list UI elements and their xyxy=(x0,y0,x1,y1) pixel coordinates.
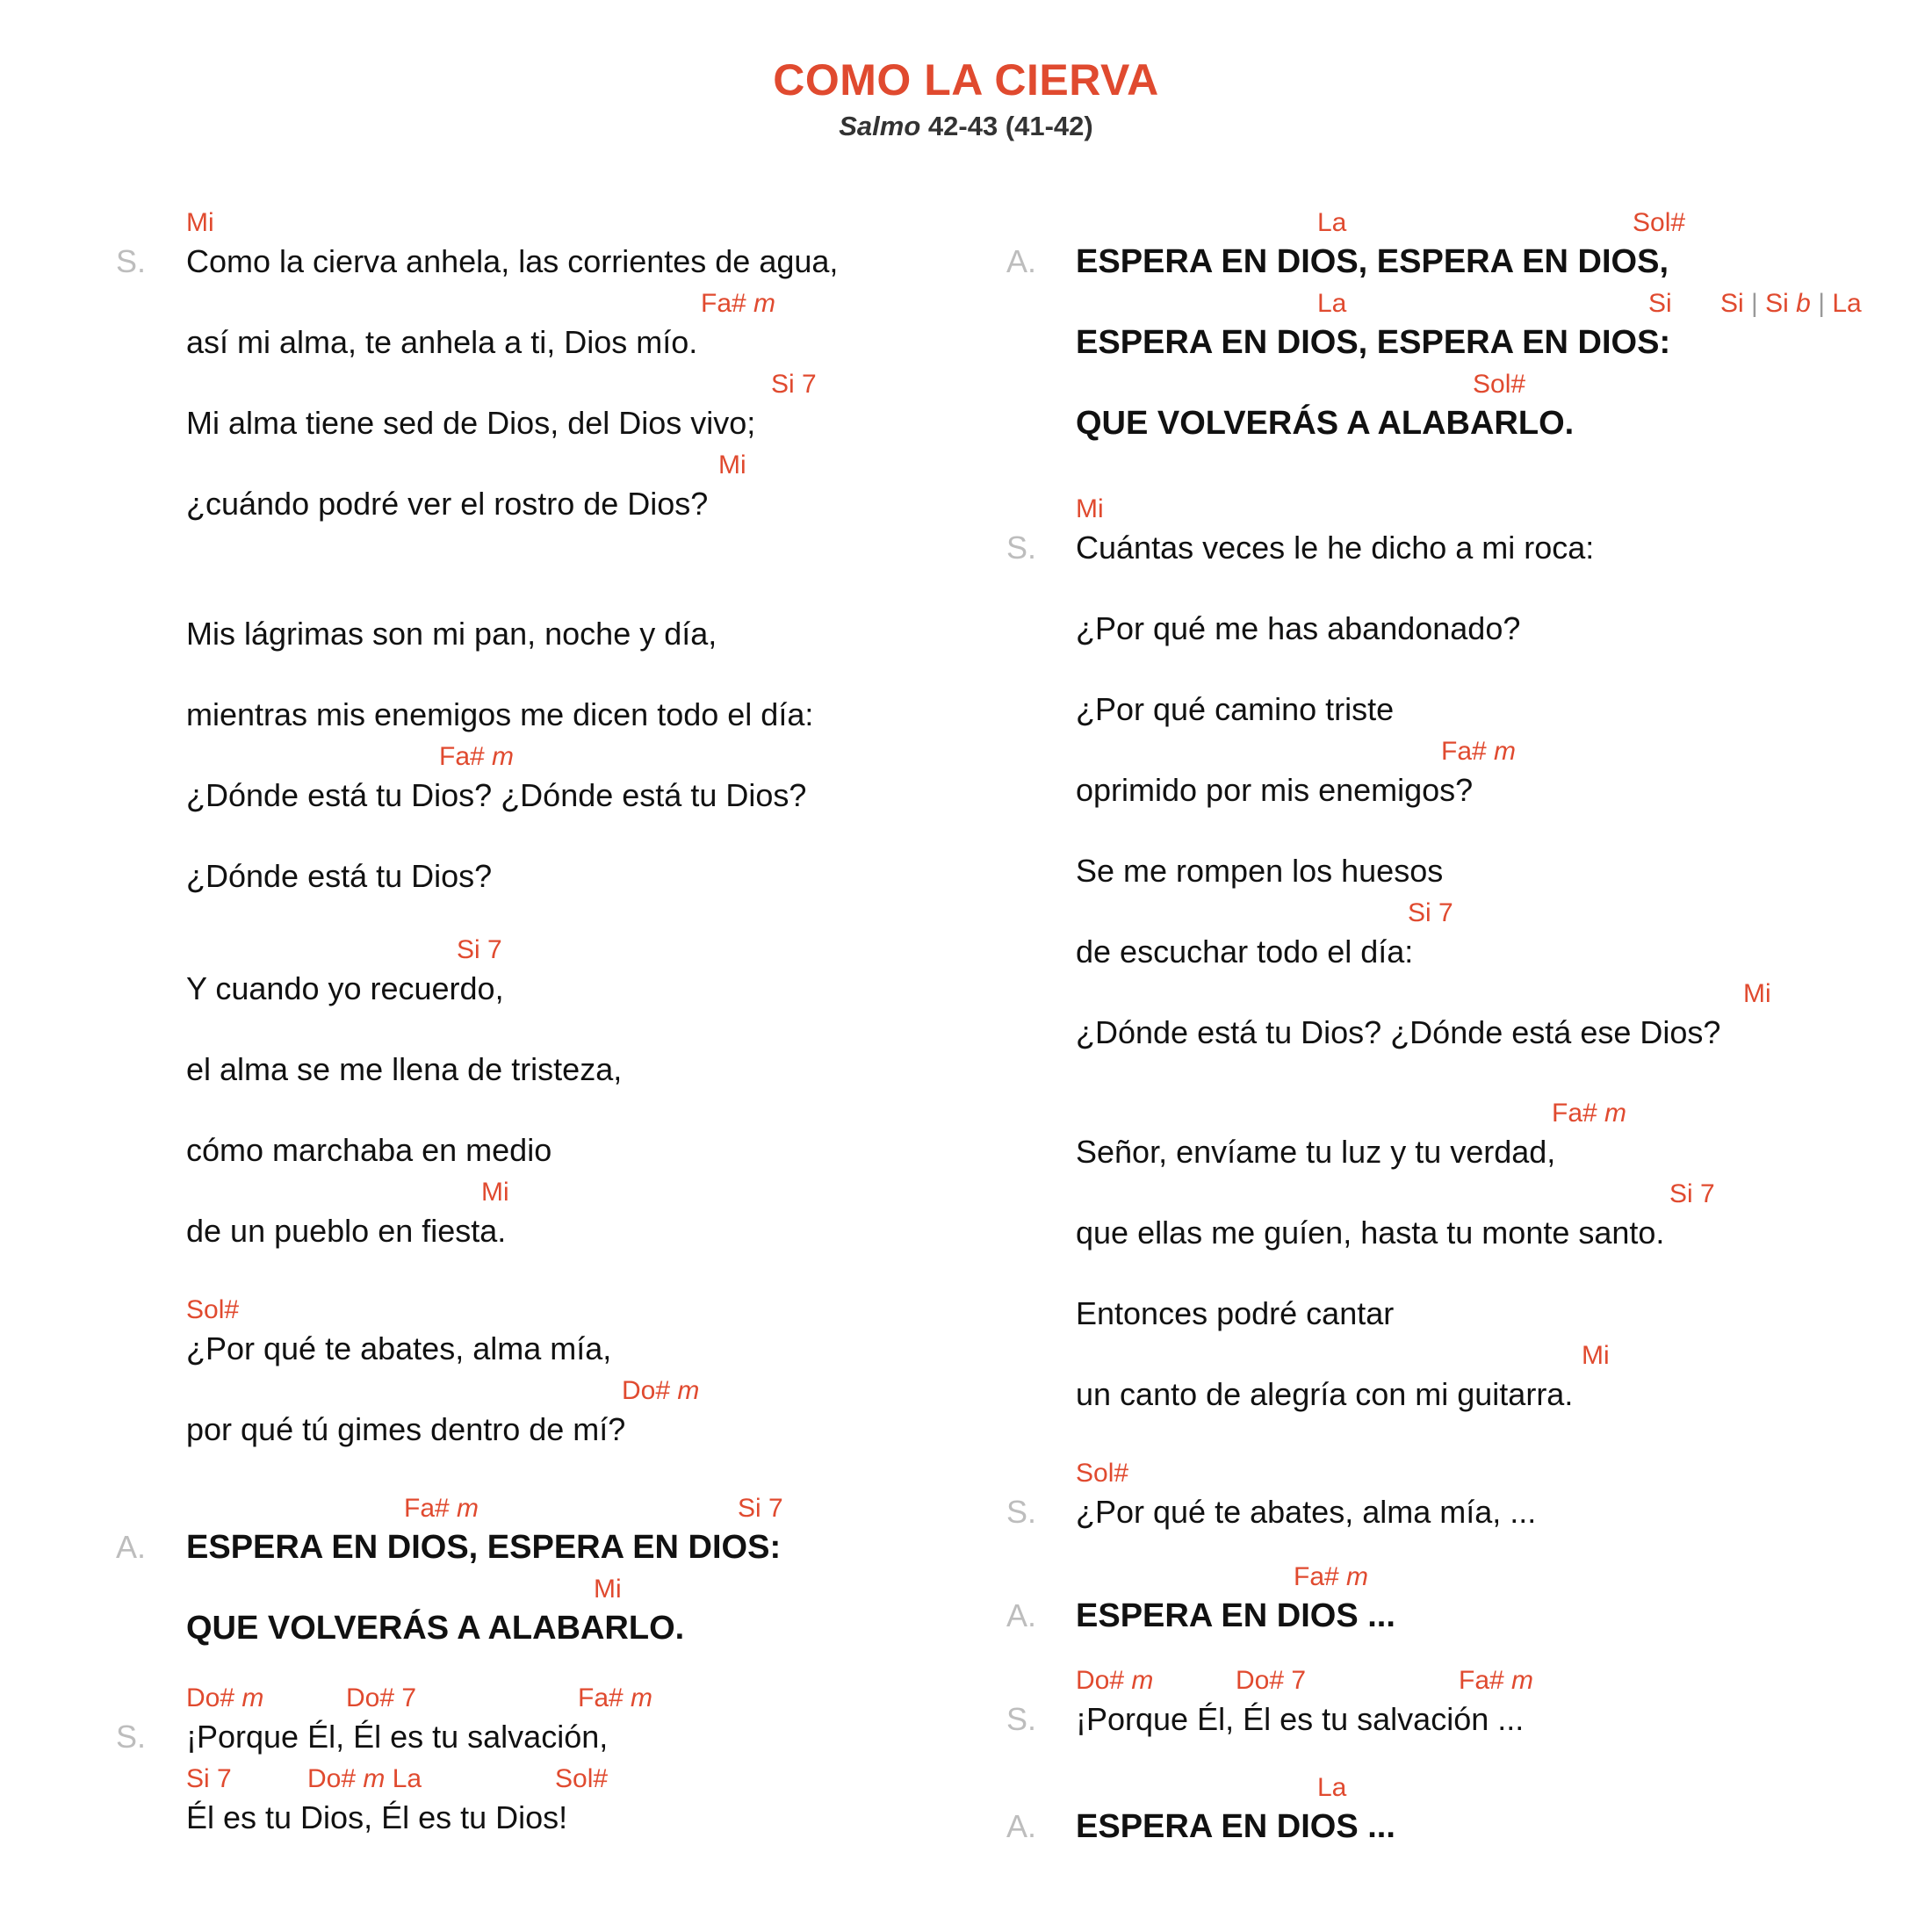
verse-text: Como la cierva anhela, las corrientes de agua, xyxy=(186,243,839,279)
subtitle-psalm-label: Salmo xyxy=(839,111,921,141)
part-label: S. xyxy=(116,243,147,279)
verse-text: Cuántas veces le he dicho a mi roca: xyxy=(1076,530,1595,566)
chord: Si 7 xyxy=(738,1494,783,1523)
refrain-text: QUE VOLVERÁS A ALABARLO. xyxy=(186,1610,685,1647)
chord: Sol# xyxy=(186,1295,240,1324)
verse-text: Él es tu Dios, Él es tu Dios! xyxy=(186,1799,568,1835)
chord: Mi xyxy=(594,1575,622,1604)
song-title: COMO LA CIERVA xyxy=(773,55,1159,105)
chord: Si 7 xyxy=(1408,898,1453,927)
chord: Mi xyxy=(1743,979,1771,1008)
chord: Si | Si b | La xyxy=(1720,289,1862,318)
chord: Fa# m xyxy=(1441,737,1517,766)
part-label: S. xyxy=(1006,1701,1037,1737)
part-label: A. xyxy=(116,1529,147,1565)
subtitle-psalm-ref: 42-43 (41-42) xyxy=(920,111,1093,141)
verse-text: ¿Por qué me has abandonado? xyxy=(1076,610,1521,646)
part-label: A. xyxy=(1006,243,1037,279)
refrain-text: ESPERA EN DIOS ... xyxy=(1076,1808,1395,1845)
chord: Si 7 xyxy=(186,1764,232,1793)
verse-text: cómo marchaba en medio xyxy=(186,1132,552,1168)
refrain-text: ESPERA EN DIOS ... xyxy=(1076,1597,1395,1634)
chord: Mi xyxy=(1582,1341,1610,1370)
part-label: S. xyxy=(1006,1494,1037,1530)
part-label: S. xyxy=(116,1719,147,1755)
verse-text: un canto de alegría con mi guitarra. xyxy=(1076,1376,1574,1412)
refrain-text: QUE VOLVERÁS A ALABARLO. xyxy=(1076,405,1575,442)
chord: Mi xyxy=(186,208,214,237)
chord: Fa# m xyxy=(1459,1666,1534,1695)
verse-text: Mi alma tiene sed de Dios, del Dios vivo; xyxy=(186,405,756,441)
verse-text: ¿Dónde está tu Dios? ¿Dónde está tu Dios? xyxy=(186,777,807,813)
chord: Do# m xyxy=(186,1683,264,1712)
verse-text: ¿Por qué te abates, alma mía, xyxy=(186,1330,612,1366)
refrain-text: ESPERA EN DIOS, ESPERA EN DIOS: xyxy=(186,1529,782,1566)
chord: Sol# xyxy=(555,1764,609,1793)
chord: Si 7 xyxy=(457,935,502,964)
part-label: A. xyxy=(1006,1597,1037,1633)
chord: Mi xyxy=(718,451,746,479)
verse-text: ¿Por qué te abates, alma mía, ... xyxy=(1076,1494,1537,1530)
verse-text: de un pueblo en fiesta. xyxy=(186,1213,507,1249)
chord: Si 7 xyxy=(771,370,817,399)
song-subtitle xyxy=(0,111,1932,142)
verse-text: que ellas me guíen, hasta tu monte santo. xyxy=(1076,1215,1665,1251)
chord: La xyxy=(1317,1773,1347,1802)
verse-text: Mis lágrimas son mi pan, noche y día, xyxy=(186,616,717,652)
chord: Si xyxy=(1648,289,1672,318)
verse-text: ¿Por qué camino triste xyxy=(1076,691,1395,727)
verse-text: ¿Dónde está tu Dios? ¿Dónde está ese Dios? xyxy=(1076,1014,1721,1050)
chord: Fa# m xyxy=(1552,1099,1627,1128)
chord: Sol# xyxy=(1076,1459,1129,1488)
chord: La xyxy=(1317,289,1347,318)
chord: Do# m xyxy=(1076,1666,1154,1695)
verse-text: ¡Porque Él, Él es tu salvación ... xyxy=(1076,1701,1525,1737)
refrain-text: ESPERA EN DIOS, ESPERA EN DIOS: xyxy=(1076,324,1671,361)
verse-text: de escuchar todo el día: xyxy=(1076,934,1414,970)
verse-text: oprimido por mis enemigos? xyxy=(1076,772,1474,808)
verse-text: Y cuando yo recuerdo, xyxy=(186,970,504,1006)
chord: Fa# m xyxy=(404,1494,479,1523)
chord: La xyxy=(1317,208,1347,237)
chord: Fa# m xyxy=(701,289,776,318)
chord: Do# 7 xyxy=(1236,1666,1307,1695)
chord: Do# m La xyxy=(307,1764,422,1793)
chord: Mi xyxy=(1076,494,1104,523)
verse-text: así mi alma, te anhela a ti, Dios mío. xyxy=(186,324,698,360)
chord: Sol# xyxy=(1473,370,1526,399)
verse-text: Entonces podré cantar xyxy=(1076,1295,1395,1331)
chord: Si 7 xyxy=(1669,1179,1715,1208)
part-label: A. xyxy=(1006,1808,1037,1844)
verse-text: mientras mis enemigos me dicen todo el día: xyxy=(186,696,814,732)
chord: Fa# m xyxy=(1294,1562,1369,1591)
verse-text: ¿cuándo podré ver el rostro de Dios? xyxy=(186,486,709,522)
chord: Do# 7 xyxy=(346,1683,417,1712)
chord: Do# m xyxy=(622,1376,700,1405)
chord: Sol# xyxy=(1633,208,1686,237)
verse-text: Se me rompen los huesos xyxy=(1076,853,1444,889)
chord: Mi xyxy=(481,1178,509,1207)
verse-text: ¿Dónde está tu Dios? xyxy=(186,858,493,894)
verse-text: ¡Porque Él, Él es tu salvación, xyxy=(186,1719,609,1755)
chord: Fa# m xyxy=(439,742,515,771)
chord: Fa# m xyxy=(578,1683,653,1712)
verse-text: por qué tú gimes dentro de mí? xyxy=(186,1411,626,1447)
part-label: S. xyxy=(1006,530,1037,566)
verse-text: Señor, envíame tu luz y tu verdad, xyxy=(1076,1134,1556,1170)
refrain-text: ESPERA EN DIOS, ESPERA EN DIOS, xyxy=(1076,243,1669,280)
verse-text: el alma se me llena de tristeza, xyxy=(186,1051,623,1087)
